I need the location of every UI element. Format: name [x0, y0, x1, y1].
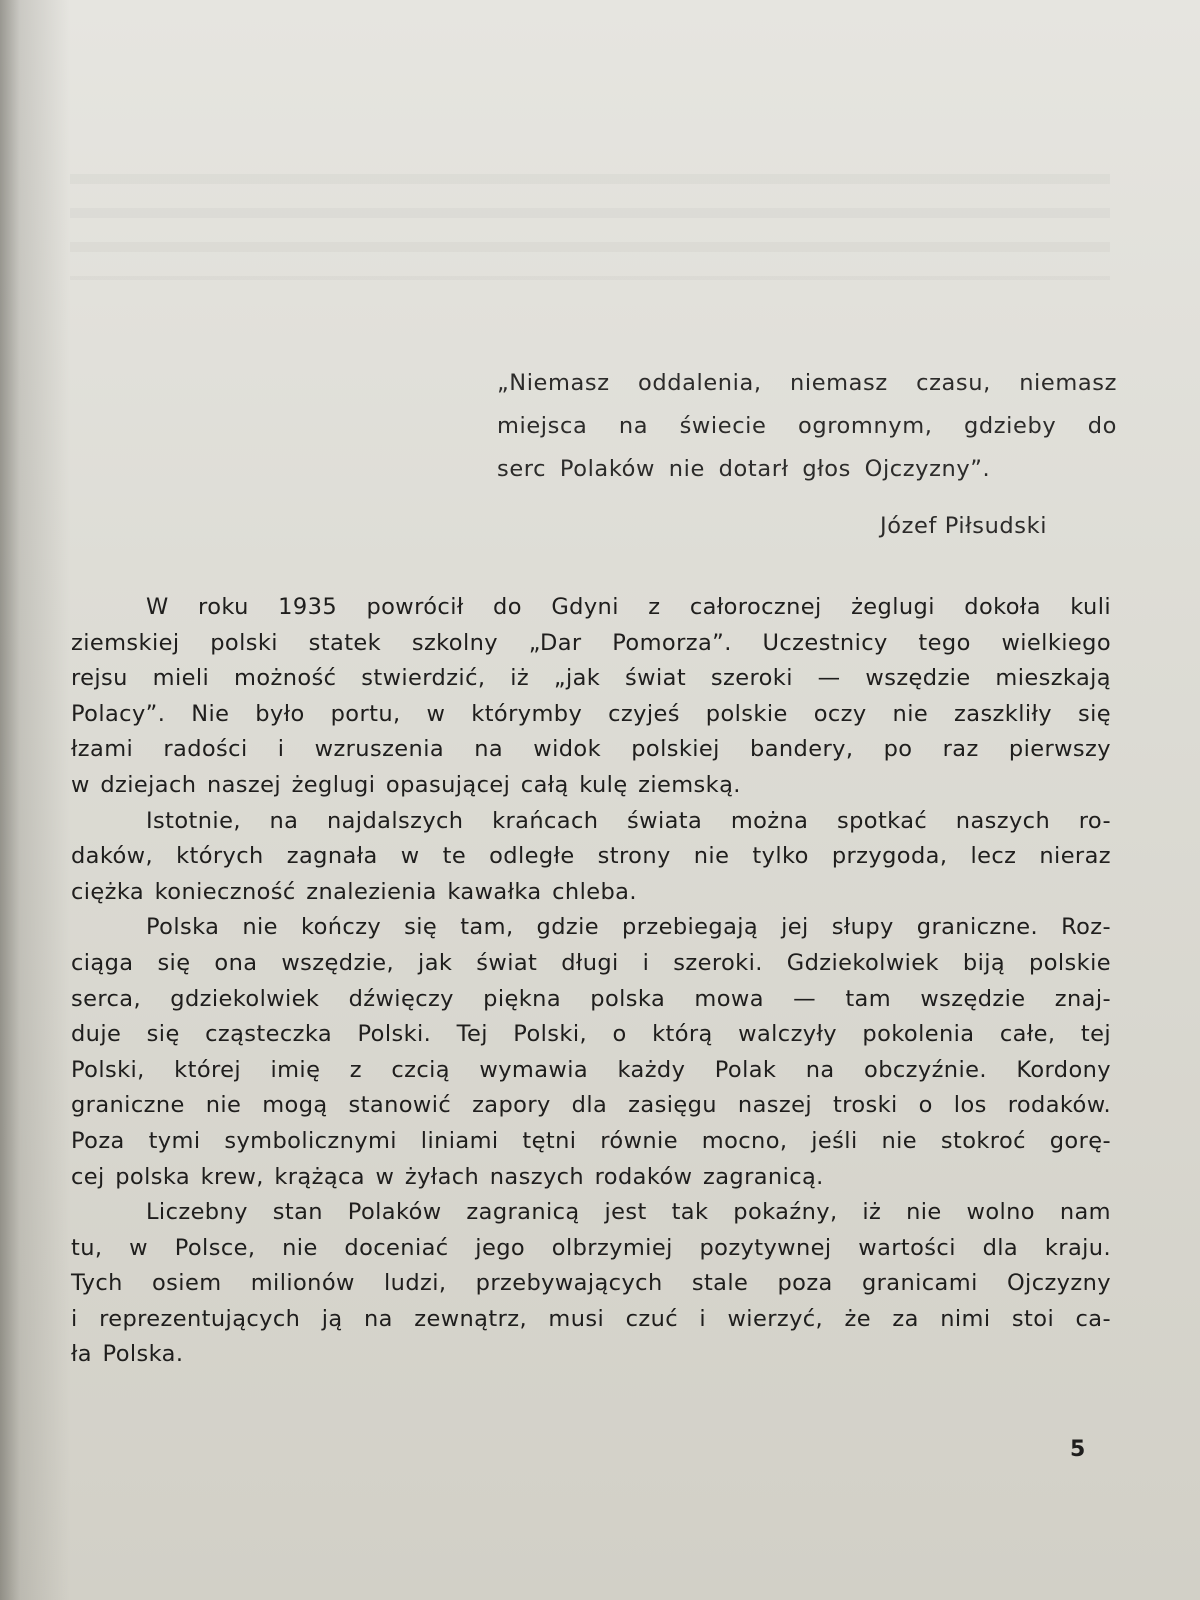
text-line: ciąga się ona wszędzie, jak świat długi i szeroki. Gdziekolwiek biją polskie	[71, 949, 1111, 976]
epigraph-line: „Niemasz oddalenia, niemasz czasu, niemasz	[497, 370, 1117, 396]
page-number: 5	[1070, 1437, 1086, 1462]
text-line: Liczebny stan Polaków zagranicą jest tak pokaźny, iż nie wolno nam	[146, 1199, 1111, 1226]
epigraph-line: miejsca na świecie ogromnym, gdzieby do	[497, 413, 1117, 439]
epigraph-line: serc Polaków nie dotarł głos Ojczyzny”.	[497, 456, 991, 482]
paragraph	[71, 1195, 1111, 1373]
text-line: łzami radości i wzruszenia na widok polskiej bandery, po raz pierwszy	[71, 736, 1111, 763]
paragraph	[71, 590, 1111, 804]
text-line: ziemskiej polski statek szkolny „Dar Pomorza”. Uczestnicy tego wielkiego	[71, 629, 1111, 656]
epigraph-author: Józef Piłsudski	[880, 513, 1048, 539]
text-line: Tych osiem milionów ludzi, przebywających stale poza granicami Ojczyzny	[71, 1270, 1111, 1297]
text-line: Polski, której imię z czcią wymawia każdy Polak na obczyźnie. Kordony	[71, 1056, 1111, 1083]
text-line: ła Polska.	[71, 1341, 184, 1368]
text-line: duje się cząsteczka Polski. Tej Polski, o którą walczyły pokolenia całe, tej	[71, 1021, 1111, 1048]
text-line: Poza tymi symbolicznymi liniami tętni równie mocno, jeśli nie stokroć gorę-	[71, 1127, 1111, 1154]
bleed-through-text	[70, 150, 1110, 280]
text-line: serca, gdziekolwiek dźwięczy piękna polska mowa — tam wszędzie znaj-	[71, 985, 1111, 1012]
text-line: Istotnie, na najdalszych krańcach świata można spotkać naszych ro-	[146, 807, 1111, 834]
text-line: W roku 1935 powrócił do Gdyni z całorocznej żeglugi dokoła kuli	[146, 594, 1111, 620]
text-line: Polacy”. Nie było portu, w którymby czyjeś polskie oczy nie zaszkliły się	[71, 700, 1111, 727]
text-line: graniczne nie mogą stanowić zapory dla zasięgu naszej troski o los rodaków.	[71, 1092, 1111, 1119]
text-line: cej polska krew, krążąca w żyłach naszych rodaków zagranicą.	[71, 1163, 824, 1190]
text-line: ciężka konieczność znalezienia kawałka chleba.	[71, 878, 637, 905]
text-line: Polska nie kończy się tam, gdzie przebiegają jej słupy graniczne. Roz-	[146, 914, 1111, 941]
paragraph	[71, 804, 1111, 911]
text-line: tu, w Polsce, nie doceniać jego olbrzymiej pozytywnej wartości dla kraju.	[71, 1234, 1111, 1261]
paragraph	[71, 910, 1111, 1195]
body-text	[71, 590, 1111, 1373]
text-line: daków, których zagnała w te odległe strony nie tylko przygoda, lecz nieraz	[71, 843, 1111, 870]
text-line: i reprezentujących ją na zewnątrz, musi czuć i wierzyć, że za nimi stoi ca-	[71, 1305, 1111, 1332]
text-line: rejsu mieli możność stwierdzić, iż „jak świat szeroki — wszędzie mieszkają	[71, 665, 1111, 692]
text-line: w dziejach naszej żeglugi opasującej całą kulę ziemską.	[71, 771, 741, 798]
epigraph-quote	[497, 362, 1117, 491]
